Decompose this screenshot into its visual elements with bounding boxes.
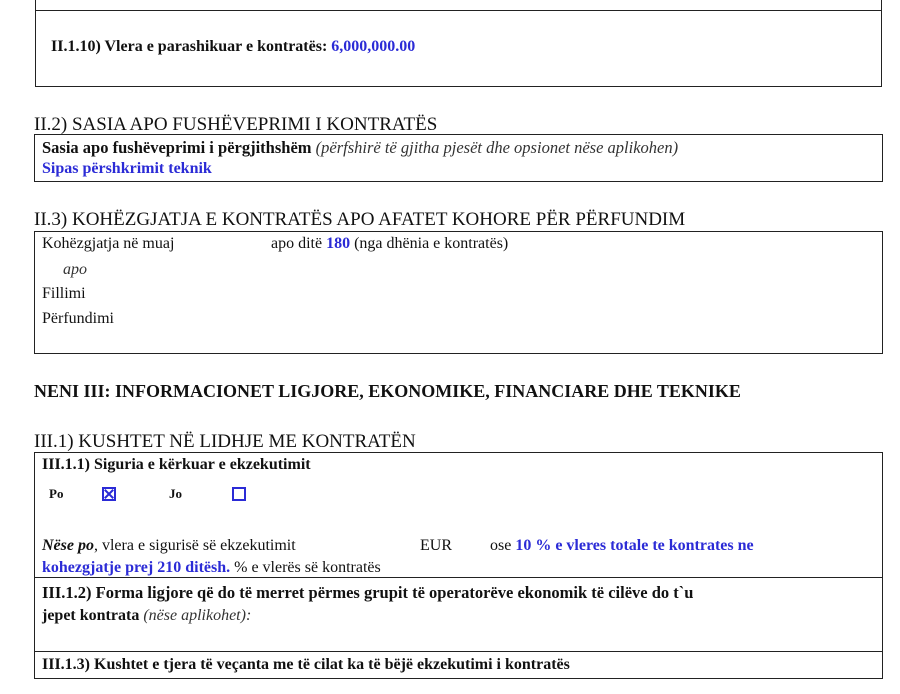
yes-checkbox[interactable] [102, 487, 116, 501]
section-duration-heading: II.3) KOHËZGJATJA E KONTRATËS APO AFATET KOHORE PËR PËRFUNDIM [34, 209, 686, 230]
duration-days-label: apo ditë [271, 235, 323, 252]
guarantee-yes-row [49, 487, 63, 502]
guarantee-value-row [42, 537, 296, 555]
article3-heading: NENI III: INFORMACIONET LIGJORE, EKONOMIKE, FINANCIARE DHE TEKNIKE [34, 381, 741, 401]
duration-days-value: 180 [326, 235, 351, 252]
other-conditions-label: III.1.3) Kushtet e tjera të veçanta me të cilat ka të bëjë ekzekutimi i kontratës [42, 656, 570, 673]
scope-value: Sipas përshkrimit teknik [42, 160, 212, 177]
guarantee-percent-row [490, 537, 754, 555]
contract-value: 6,000,000.00 [331, 38, 416, 55]
scope-row [42, 139, 678, 158]
contract-value-label: II.1.10) Vlera e parashikuar e kontratës: [51, 38, 328, 55]
duration-or: apo [63, 261, 87, 278]
guarantee-percent-value: 10 % e vleres totale te kontrates ne [515, 537, 754, 554]
duration-start: Fillimi [42, 285, 86, 302]
guarantee-value-text: , vlera e sigurisë së ekzekutimit [93, 537, 296, 554]
duration-months-label: Kohëzgjatja në muaj [42, 235, 175, 252]
duration-days-row [271, 235, 508, 253]
if-yes-label: Nëse po [42, 537, 94, 554]
box-top-divider [35, 10, 882, 11]
scope-label: Sasia apo fushëveprimi i përgjithshëm [42, 138, 312, 157]
legal-form-line2 [42, 607, 251, 625]
scope-note: (përfshirë të gjitha pjesët dhe opsionet nëse aplikohen) [315, 138, 679, 157]
guarantee-percent-value2: kohezgjatje prej 210 ditësh. [42, 559, 231, 576]
legal-form-line1: III.1.2) Forma ligjore që do të merret përmes grupit të operatorëve ekonomik të cilëve do t`u [42, 583, 694, 602]
guarantee-percent-suffix: % e vlerës së kontratës [234, 559, 381, 576]
guarantee-label: III.1.1) Siguria e kërkuar e ekzekutimit [42, 456, 311, 473]
guarantee-no-row [169, 487, 182, 502]
duration-end: Përfundimi [42, 310, 114, 327]
contract-value-row [51, 38, 415, 56]
conditions-divider-2 [34, 651, 883, 652]
legal-form-label: jepet kontrata [42, 607, 140, 624]
section-conditions-heading: III.1) KUSHTET NË LIDHJE ME KONTRATËN [34, 431, 416, 452]
guarantee-percent-row2 [42, 559, 381, 577]
conditions-divider-1 [34, 577, 883, 578]
duration-days-note: (nga dhënia e kontratës) [354, 235, 509, 252]
yes-label: Po [49, 486, 64, 501]
legal-form-note: (nëse aplikohet): [143, 607, 252, 624]
guarantee-or: ose [490, 537, 512, 554]
guarantee-currency: EUR [420, 537, 452, 554]
section-scope-heading: II.2) SASIA APO FUSHËVEPRIMI I KONTRATËS [34, 114, 438, 135]
no-checkbox[interactable] [232, 487, 246, 501]
no-label: Jo [169, 486, 182, 501]
